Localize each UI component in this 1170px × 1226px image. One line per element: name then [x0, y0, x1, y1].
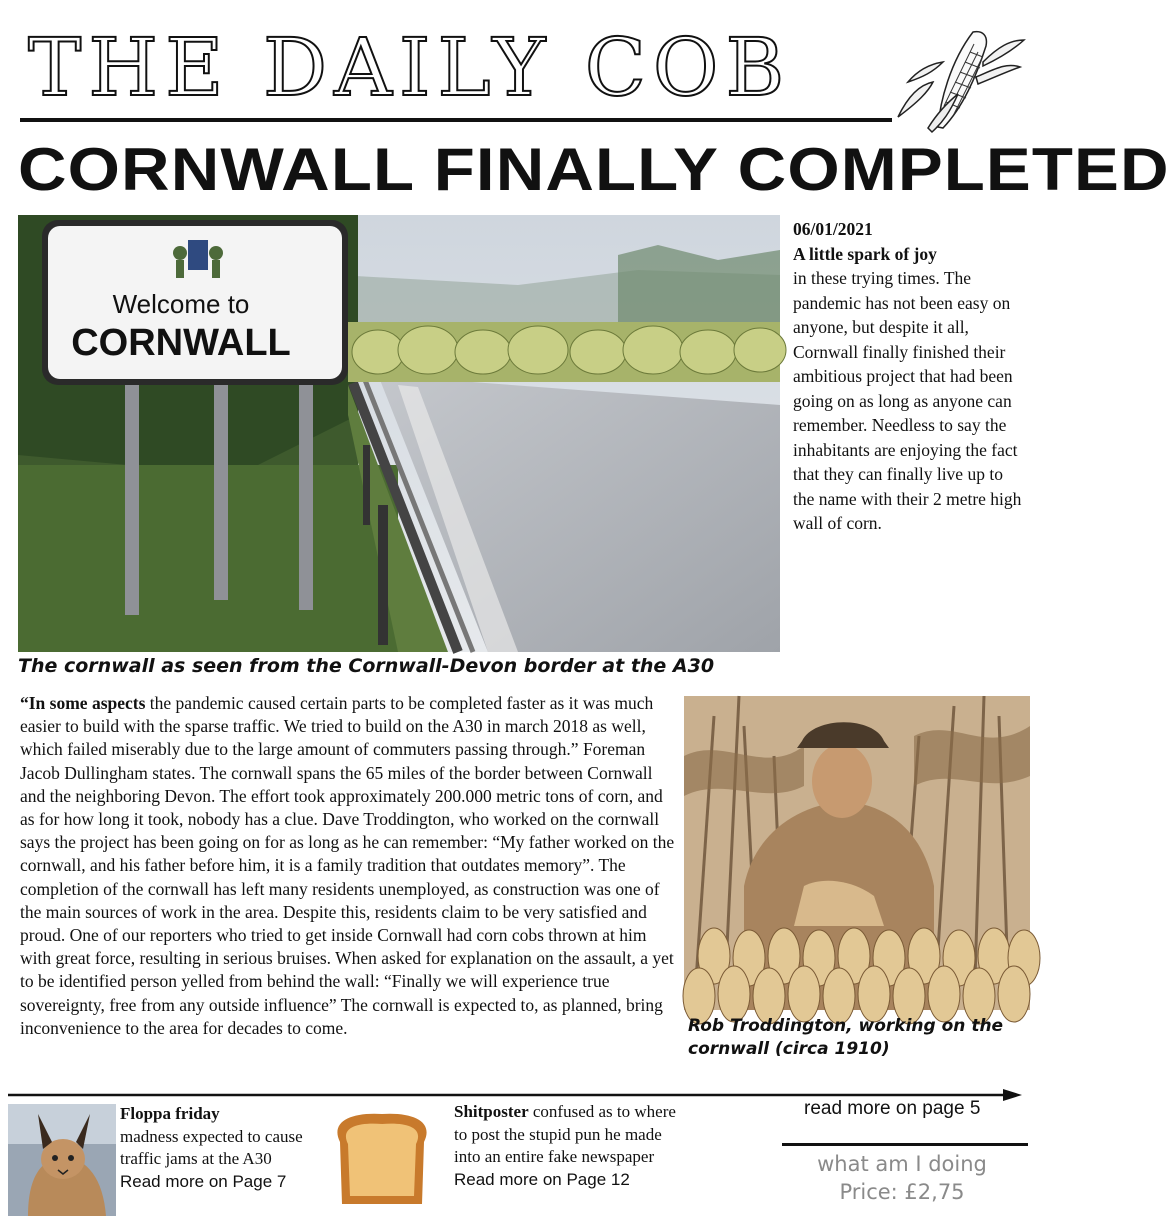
floppa-read-more-link[interactable]: Read more on Page 7 — [120, 1171, 287, 1191]
price-rule — [782, 1143, 1028, 1146]
read-more-link[interactable]: read more on page 5 — [804, 1098, 981, 1119]
article-date: 06/01/2021 — [793, 219, 873, 239]
article-body — [20, 692, 675, 1040]
shitposter-lead: Shitposter — [454, 1102, 529, 1121]
masthead-title: THE DAILY COB — [28, 21, 792, 114]
corn-cob-icon — [888, 22, 1028, 134]
floppa-photo — [8, 1104, 116, 1216]
toast-icon — [330, 1112, 434, 1208]
floppa-teaser — [120, 1103, 320, 1193]
headline: CORNWALL FINALLY COMPLETED — [18, 136, 1170, 203]
shitposter-text: confused as to where to post the stupid pun he made into an entire fake newspaper — [454, 1102, 676, 1167]
tagline: what am I doing — [817, 1152, 987, 1176]
main-photo — [18, 215, 780, 652]
side-column — [793, 217, 1023, 536]
side-text: in these trying times. The pandemic has not been easy on anyone, but despite it all, Cornwall finally finished their ambitious project that had been going on as long as anyone can remember. Needless to say the inhabitants are enjoying the fact that they can finally live up to the name with their 2 metre high wall of corn. — [793, 268, 1022, 533]
article-text: the pandemic caused certain parts to be completed faster as it was much easier to build with the sparse traffic. We tried to build on the A30 in march 2018 as well, which failed miserably due to the large amount of commuters passing through.” Foreman Jacob Dullingham states. The cornwall spans the 65 miles of the border between Cornwall and the neighboring Devon. The effort took approximately 200.000 metric tons of corn, and as for how long it took, nobody has a clue. Dave Troddington, who worked on the cornwall says the project has been going on for as long as he can remember: “My father worked on the cornwall, and his father before him, it is a family tradition that outdates memory”. The completion of the cornwall has left many residents unemployed, as construction was one of the main sources of work in the area. Despite this, residents claim to be very satisfied and proud. One of our reporters who tried to get inside Cornwall had corn cobs thrown at him with great force, resulting in serious bruises. When asked for explanation on the assault, a yet to be identified person yelled from behind the wall: “Finally we will experience true sovereignty, free from any outside influence” The cornwall is expected to, as planned, bring inconvenience to the area for decades to come. — [20, 693, 675, 1038]
shitposter-read-more-link[interactable]: Read more on Page 12 — [454, 1169, 630, 1189]
side-lead: A little spark of joy — [793, 243, 937, 264]
shitposter-teaser — [454, 1101, 684, 1191]
masthead-rule — [20, 118, 892, 122]
sign-text-cornwall: CORNWALL — [71, 322, 291, 364]
floppa-lead: Floppa friday — [120, 1104, 220, 1123]
main-photo-caption: The cornwall as seen from the Cornwall-Devon border at the A30 — [18, 655, 715, 677]
farmer-photo-caption: Rob Troddington, working on the cornwall (circa 1910) — [688, 1016, 1004, 1059]
farmer-photo — [684, 696, 1030, 1010]
floppa-text: madness expected to cause traffic jams at the A30 — [120, 1126, 303, 1169]
price-box — [782, 1150, 1022, 1206]
sign-text-welcome: Welcome to — [112, 289, 250, 319]
price: Price: £2,75 — [839, 1180, 965, 1204]
article-lead: “In some aspects — [20, 693, 146, 713]
